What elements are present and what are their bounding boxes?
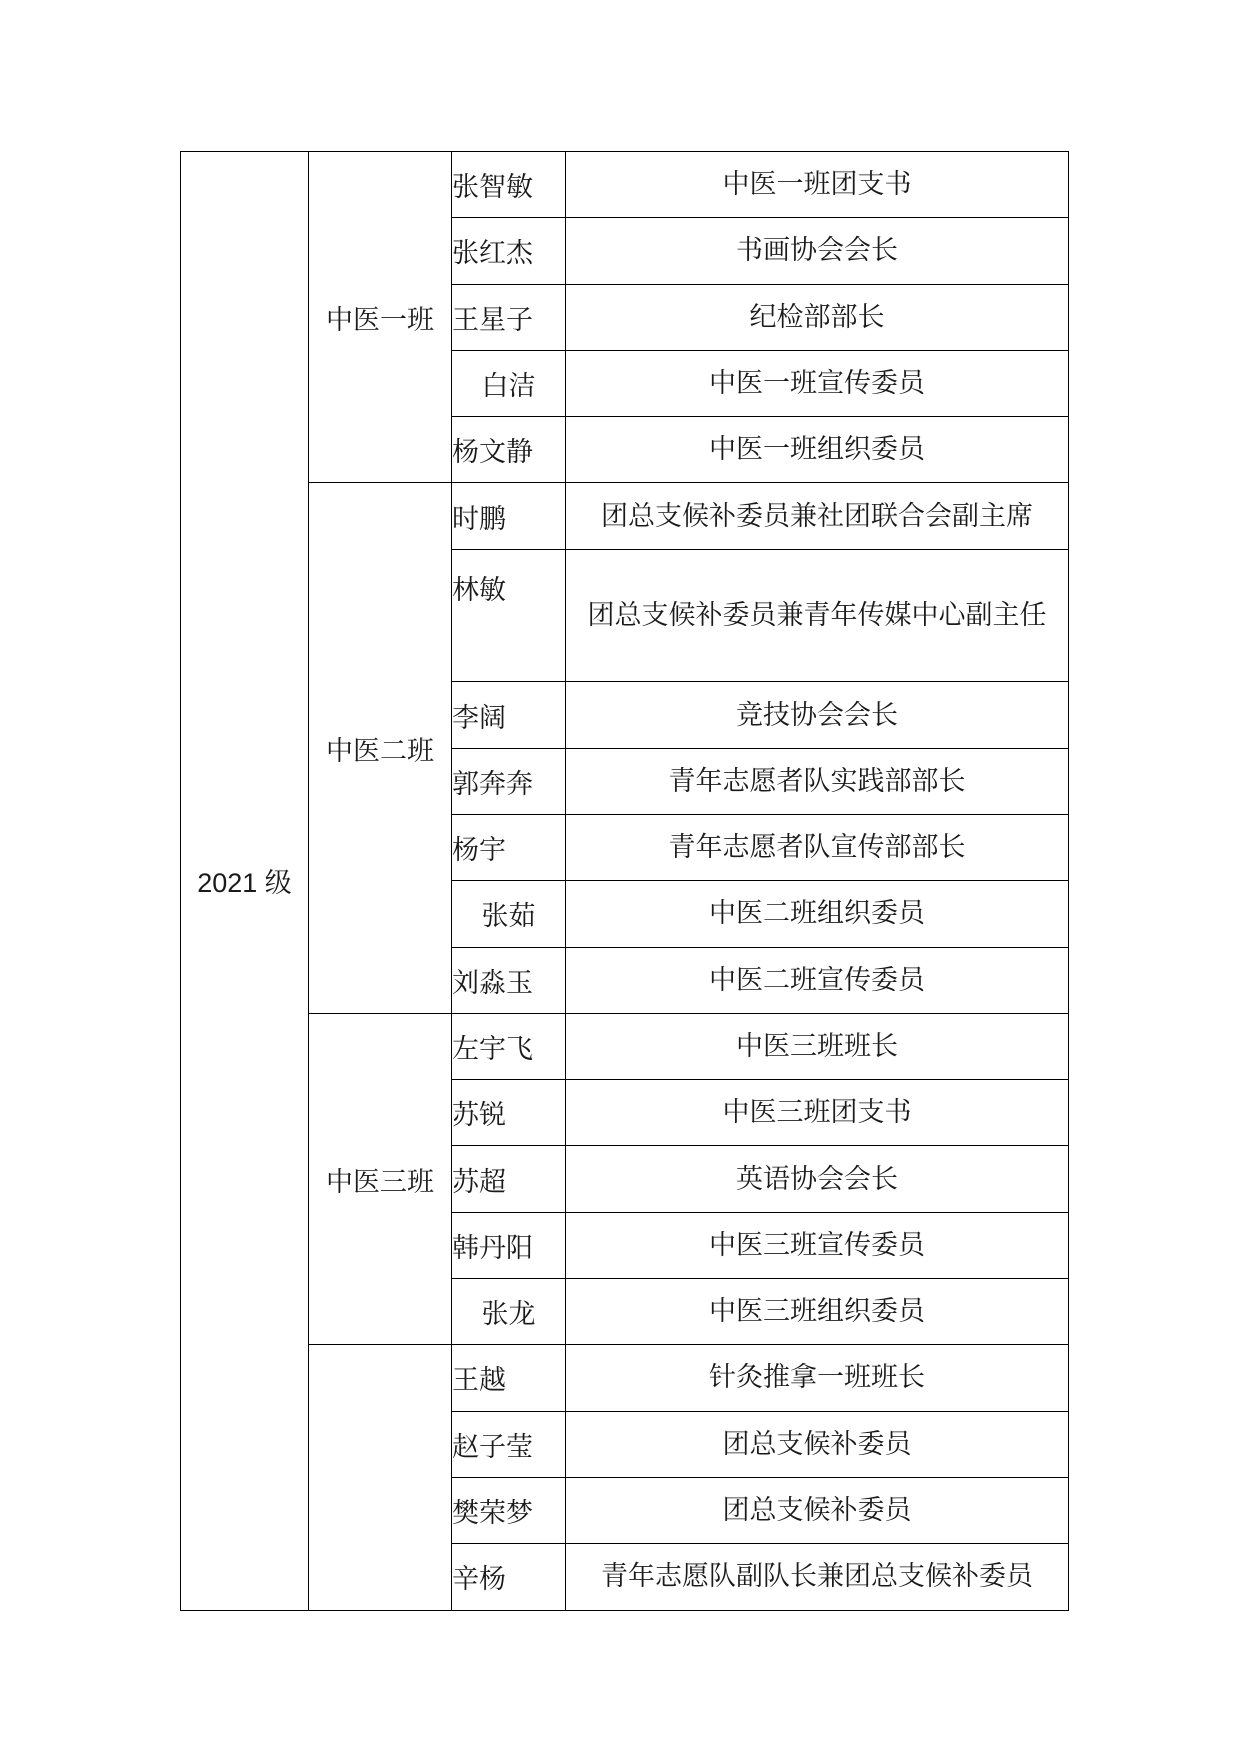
member-role: 团总支候补委员 — [566, 1411, 1069, 1477]
grade-cell — [181, 152, 309, 1611]
member-name: 张智敏 — [452, 152, 566, 218]
table-row — [181, 1345, 1069, 1411]
member-name: 王星子 — [452, 284, 566, 350]
member-role: 中医三班团支书 — [566, 1080, 1069, 1146]
member-role: 中医一班宣传委员 — [566, 350, 1069, 416]
member-role: 中医一班组织委员 — [566, 417, 1069, 483]
member-name: 杨文静 — [452, 417, 566, 483]
member-name: 张茹 — [452, 881, 566, 947]
member-role: 青年志愿者队宣传部部长 — [566, 814, 1069, 880]
table-row — [181, 483, 1069, 549]
class-cell — [309, 1345, 452, 1610]
table-row — [181, 152, 1069, 218]
member-role: 中医二班组织委员 — [566, 881, 1069, 947]
member-name: 刘淼玉 — [452, 947, 566, 1013]
class-cell: 中医二班 — [309, 483, 452, 1013]
member-name: 樊荣梦 — [452, 1477, 566, 1543]
member-role: 书画协会会长 — [566, 218, 1069, 284]
member-role: 中医三班班长 — [566, 1013, 1069, 1079]
member-name: 苏超 — [452, 1146, 566, 1212]
member-name: 辛杨 — [452, 1544, 566, 1610]
member-name: 韩丹阳 — [452, 1212, 566, 1278]
member-role: 中医三班宣传委员 — [566, 1212, 1069, 1278]
member-name: 杨宇 — [452, 814, 566, 880]
member-role: 中医一班团支书 — [566, 152, 1069, 218]
member-name: 郭奔奔 — [452, 748, 566, 814]
member-role: 中医三班组织委员 — [566, 1279, 1069, 1345]
grade-suffix: 级 — [264, 868, 292, 900]
member-name: 苏锐 — [452, 1080, 566, 1146]
member-name: 张龙 — [452, 1279, 566, 1345]
member-role: 针灸推拿一班班长 — [566, 1345, 1069, 1411]
table-row — [181, 1013, 1069, 1079]
class-cell: 中医三班 — [309, 1013, 452, 1344]
member-name: 白洁 — [452, 350, 566, 416]
member-name: 林敏 — [452, 549, 566, 682]
member-role: 青年志愿队副队长兼团总支候补委员 — [566, 1544, 1069, 1610]
grade-year: 2021 — [197, 868, 258, 899]
member-role: 英语协会会长 — [566, 1146, 1069, 1212]
member-name: 左宇飞 — [452, 1013, 566, 1079]
member-name: 李阔 — [452, 682, 566, 748]
member-role: 团总支候补委员 — [566, 1477, 1069, 1543]
class-cell: 中医一班 — [309, 152, 452, 483]
member-name: 张红杰 — [452, 218, 566, 284]
member-role: 纪检部部长 — [566, 284, 1069, 350]
member-role: 竞技协会会长 — [566, 682, 1069, 748]
roster-table — [180, 151, 1069, 1611]
member-name: 时鹏 — [452, 483, 566, 549]
member-role: 中医二班宣传委员 — [566, 947, 1069, 1013]
member-name: 王越 — [452, 1345, 566, 1411]
member-name: 赵子莹 — [452, 1411, 566, 1477]
member-role: 团总支候补委员兼社团联合会副主席 — [566, 483, 1069, 549]
member-role: 团总支候补委员兼青年传媒中心副主任 — [566, 549, 1069, 682]
member-role: 青年志愿者队实践部部长 — [566, 748, 1069, 814]
